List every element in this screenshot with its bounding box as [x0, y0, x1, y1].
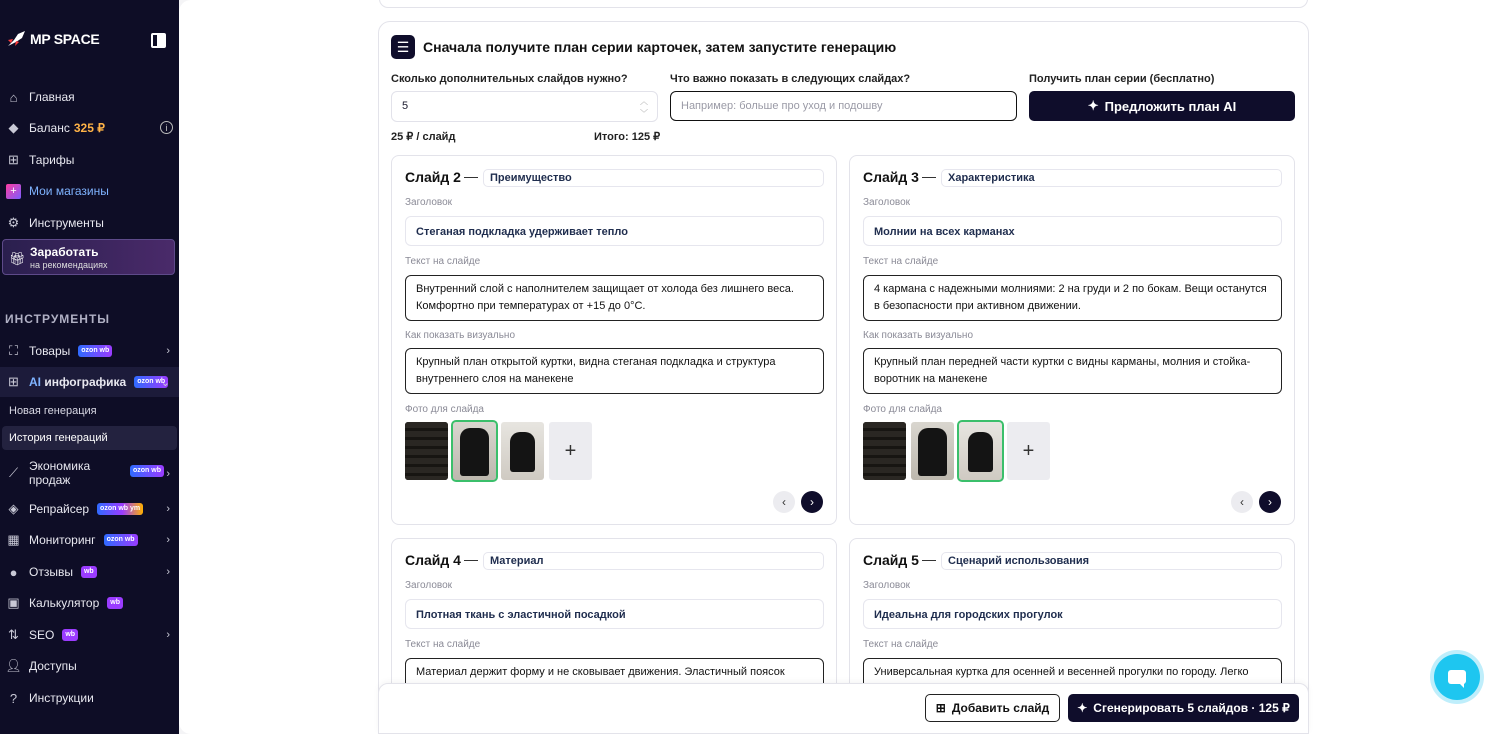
marketplace-badge: wb — [107, 597, 123, 609]
total-price: Итого: 125 ₽ — [594, 131, 661, 143]
sidebar-item-label: инфографика — [44, 375, 127, 389]
slide-title: Слайд 3 — [863, 169, 919, 185]
chevron-right-icon: › — [166, 345, 170, 357]
slide-count-value: 5 — [402, 100, 409, 112]
slide-text-field[interactable]: Внутренний слой с наполнителем защищает от холода без лишнего веса. Комфортно при температурах от +15 до 0°C. — [405, 275, 824, 321]
sidebar-item-label: Инструкции — [29, 691, 94, 705]
suggest-plan-ai-label: Предложить план AI — [1104, 98, 1237, 114]
logo-text: MP SPACE — [30, 31, 100, 47]
marketplace-badge: ozon wb — [78, 345, 112, 357]
slide-text-field[interactable]: 4 кармана с надежными молниями: 2 на груди и 2 по бокам. Вещи останутся в безопасности при активном движении. — [863, 275, 1282, 321]
visual-label: Как показать визуально — [863, 330, 974, 341]
sidebar-item-home[interactable] — [0, 82, 179, 112]
title-dash — [464, 560, 478, 561]
sidebar-subitem-new-generation[interactable] — [2, 399, 177, 423]
title-dash — [922, 177, 936, 178]
chart-line-icon: ⟋ — [8, 464, 19, 480]
slide-card — [849, 155, 1295, 525]
sidebar-item-products[interactable] — [0, 336, 179, 366]
chevron-right-icon: › — [166, 503, 170, 515]
slide-type-field[interactable]: Характеристика — [941, 169, 1282, 187]
sidebar-item-label: Отзывы — [29, 565, 73, 579]
focus-textarea[interactable] — [670, 91, 1017, 121]
add-slide-label: Добавить слайд — [951, 701, 1050, 715]
sidebar-item-label: Мониторинг — [29, 533, 96, 547]
slide-count-label: Сколько дополнительных слайдов нужно? — [391, 73, 628, 85]
chevron-right-icon: › — [166, 629, 170, 641]
visual-field[interactable]: Крупный план открытой куртки, видна стеганая подкладка и структура внутреннего слоя на манекене — [405, 348, 824, 394]
chat-bubble-icon: ● — [9, 564, 18, 580]
slide-title: Слайд 4 — [405, 552, 461, 568]
photo-thumbnail[interactable] — [911, 422, 954, 480]
heading-field[interactable]: Стеганая подкладка удерживает тепло — [405, 216, 824, 246]
sidebar-item-label: Доступы — [29, 659, 77, 673]
slide-type-field[interactable]: Преимущество — [483, 169, 824, 187]
slide-card — [391, 155, 837, 525]
sidebar-item-label: Товары — [29, 344, 71, 358]
chevron-right-icon[interactable]: › — [801, 491, 823, 513]
ai-prefix: AI — [29, 375, 41, 389]
sidebar-item-label: Главная — [29, 90, 75, 104]
marketplace-badge: wb — [62, 629, 78, 641]
rocket-icon — [6, 30, 26, 48]
sidebar-item-reviews[interactable] — [0, 557, 179, 587]
grid-icon: ⊞ — [8, 152, 19, 167]
heading-field[interactable]: Молнии на всех карманах — [863, 216, 1282, 246]
sidebar-item-repricer[interactable] — [0, 494, 179, 524]
sparkle-icon: ✦ — [1087, 98, 1099, 113]
sidebar-item-balance[interactable] — [0, 113, 179, 143]
chevron-right-icon[interactable]: › — [1259, 491, 1281, 513]
diamond-icon: ◆ — [8, 120, 19, 135]
logo[interactable] — [6, 30, 99, 48]
chevron-right-icon: › — [166, 468, 170, 480]
heading-label: Заголовок — [863, 580, 911, 591]
sidebar-item-label: Тарифы — [29, 153, 75, 167]
gift-icon: 🎁︎ — [9, 251, 26, 266]
sparkle-icon: ✦ — [1077, 701, 1088, 715]
series-plan-panel — [378, 21, 1309, 734]
photo-thumbnail-selected[interactable] — [453, 422, 496, 480]
sidebar-subitem-generation-history[interactable] — [2, 426, 177, 450]
earn-referral-card[interactable] — [2, 239, 175, 275]
chat-icon — [1448, 670, 1466, 684]
calculator-icon: ▣ — [7, 595, 20, 610]
visual-label: Как показать визуально — [405, 330, 516, 341]
sidebar-item-tariffs[interactable] — [0, 145, 179, 175]
price-per-slide: 25 ₽ / слайд — [391, 131, 456, 143]
photos-label: Фото для слайда — [405, 404, 484, 415]
question-icon: ? — [9, 690, 18, 706]
support-chat-button[interactable] — [1434, 654, 1480, 700]
sidebar-item-label: SEO — [29, 628, 55, 642]
photos-label: Фото для слайда — [863, 404, 942, 415]
focus-label: Что важно показать в следующих слайдах? — [670, 73, 911, 85]
marketplace-badge: wb — [81, 566, 97, 578]
photo-thumbnail[interactable] — [405, 422, 448, 480]
panel-title: Сначала получите план серии карточек, затем запустите генерацию — [423, 39, 897, 55]
chevron-left-icon[interactable]: ‹ — [1231, 491, 1253, 513]
heading-label: Заголовок — [863, 197, 911, 208]
sidebar-item-seo[interactable] — [0, 620, 179, 650]
slide-type-field[interactable]: Материал — [483, 552, 824, 570]
sidebar-item-instructions[interactable] — [0, 683, 179, 713]
sidebar-item-access[interactable] — [0, 651, 179, 681]
photo-thumbnail-selected[interactable] — [959, 422, 1002, 480]
title-dash — [922, 560, 936, 561]
slide-text-field[interactable]: Материал держит форму и не сковывает движения. Эластичный поясок — [405, 658, 824, 704]
heading-field[interactable]: Идеальна для городских прогулок — [863, 599, 1282, 629]
gear-icon: ⚙ — [7, 215, 20, 230]
sidebar-item-label: Баланс — [29, 121, 70, 135]
sidebar — [0, 0, 179, 734]
earn-subtitle: на рекомендациях — [30, 260, 108, 270]
photo-list — [405, 422, 592, 480]
photo-thumbnail[interactable] — [863, 422, 906, 480]
grid-icon: ⊞ — [935, 701, 946, 715]
slide-text-label: Текст на слайде — [863, 639, 939, 650]
stepper-icon[interactable]: ︿ ﹀ — [640, 97, 648, 118]
marketplace-badge: ozon wb — [134, 376, 168, 388]
previous-panel-edge — [379, 0, 1308, 8]
sidebar-item-label: Экономика продаж — [29, 459, 91, 487]
chevron-down-icon: ⌄ — [160, 377, 170, 389]
sidebar-item-ai-infographics[interactable] — [0, 367, 179, 397]
photo-list — [863, 422, 1050, 480]
collapse-sidebar-icon[interactable] — [151, 33, 166, 48]
marketplace-badge: ozon wb — [104, 534, 138, 546]
layout-icon: ⊞ — [8, 374, 19, 389]
earn-title: Заработать — [30, 245, 99, 259]
generate-slides-button[interactable] — [1068, 694, 1299, 722]
action-bar — [378, 683, 1309, 734]
photo-thumbnail[interactable] — [501, 422, 544, 480]
building-icon: ▦ — [7, 532, 20, 547]
heading-label: Заголовок — [405, 197, 453, 208]
slide-type-field[interactable]: Сценарий использования — [941, 552, 1282, 570]
chevron-right-icon: › — [166, 534, 170, 546]
sidebar-item-label: Калькулятор — [29, 596, 100, 610]
sidebar-item-my-shops[interactable] — [0, 176, 179, 206]
info-icon[interactable]: i — [160, 121, 173, 134]
suggest-plan-ai-button[interactable] — [1029, 91, 1295, 121]
sidebar-item-label: Репрайсер — [29, 502, 90, 516]
hierarchy-icon: ⛶ — [8, 343, 19, 358]
add-photo-button[interactable]: + — [549, 422, 592, 480]
sidebar-item-label: Мои магазины — [29, 184, 109, 198]
sidebar-subitem-label: Новая генерация — [9, 405, 97, 417]
focus-placeholder: Например: больше про уход и подошву — [681, 100, 883, 112]
sidebar-subitem-label: История генераций — [9, 432, 108, 444]
generate-label: Сгенерировать 5 слайдов · 125 ₽ — [1093, 701, 1290, 715]
list-icon: ☰ — [391, 35, 415, 59]
marketplace-badge: ozon wb ym — [97, 503, 143, 515]
home-icon: ⌂ — [9, 89, 18, 105]
heading-label: Заголовок — [405, 580, 453, 591]
slide-text-label: Текст на слайде — [863, 256, 939, 267]
slide-text-label: Текст на слайде — [405, 256, 481, 267]
slide-text-field[interactable]: Универсальная куртка для осенней и весенней прогулки по городу. Легко — [863, 658, 1282, 704]
main-content — [179, 0, 1502, 734]
sort-arrows-icon: ⇅ — [8, 627, 19, 642]
slide-text-label: Текст на слайде — [405, 639, 481, 650]
sidebar-item-monitoring[interactable] — [0, 525, 179, 555]
visual-field[interactable]: Крупный план передней части куртки с видны карманы, молния и стойка-воротник на манекене — [863, 348, 1282, 394]
heading-field[interactable]: Плотная ткань с эластичной посадкой — [405, 599, 824, 629]
chevron-right-icon: › — [166, 566, 170, 578]
tools-section-title: ИНСТРУМЕНТЫ — [5, 312, 111, 326]
marketplace-badge: ozon wb — [130, 465, 164, 477]
sidebar-item-sales-economics[interactable] — [0, 457, 179, 489]
tag-icon: ◈ — [8, 501, 19, 516]
plus-icon: + — [6, 184, 21, 199]
slide-title: Слайд 2 — [405, 169, 461, 185]
add-slide-button[interactable] — [925, 694, 1060, 722]
balance-value: 325 ₽ — [73, 121, 105, 135]
title-dash — [464, 177, 478, 178]
get-plan-label: Получить план серии (бесплатно) — [1029, 73, 1215, 85]
slide-count-input[interactable] — [391, 91, 658, 122]
slide-title: Слайд 5 — [863, 552, 919, 568]
users-icon: 👤︎ — [5, 658, 22, 673]
chevron-left-icon[interactable]: ‹ — [773, 491, 795, 513]
sidebar-item-tools[interactable] — [0, 208, 179, 238]
sidebar-item-label: Инструменты — [29, 216, 104, 230]
add-photo-button[interactable]: + — [1007, 422, 1050, 480]
sidebar-item-calculator[interactable] — [0, 588, 179, 618]
